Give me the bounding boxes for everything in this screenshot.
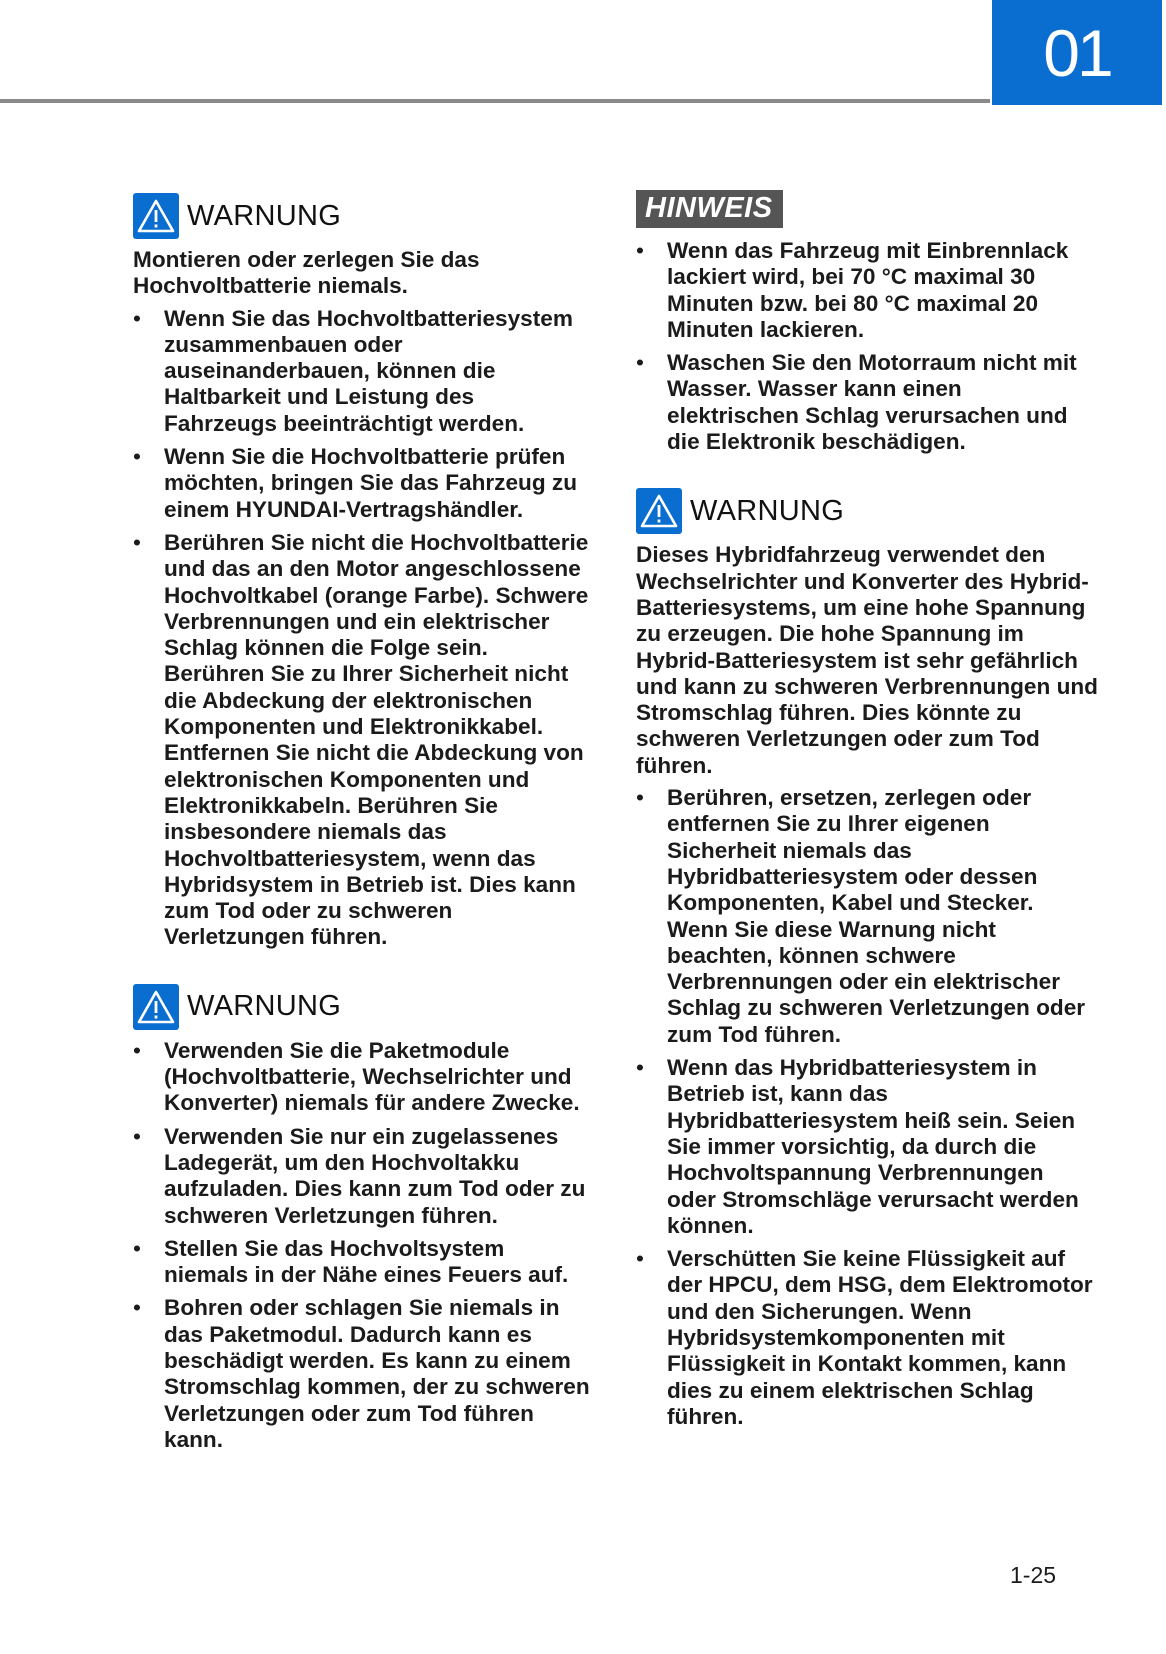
warning-title: WARNUNG: [187, 199, 342, 232]
left-column: [133, 193, 593, 1460]
warning-title: WARNUNG: [187, 990, 342, 1023]
list-item: • Wenn das Fahrzeug mit Einbrennlack lackiert wird, bei 70 °C maximal 30 Minuten bzw. bei 80 °C maximal 20 Minuten lackieren.: [636, 238, 1098, 343]
list-item: • Wenn Sie das Hochvoltbatteriesystem zusammenbauen oder auseinanderbauen, können die Haltbarkeit und Leistung des Fahrzeugs beeinträchtigt werden.: [133, 306, 593, 437]
hinweis-box: [636, 190, 1098, 455]
warning-bullet-list: [133, 1038, 593, 1453]
warning-bullet-list: [133, 306, 593, 951]
list-item: • Bohren oder schlagen Sie niemals in das Paketmodul. Dadurch kann es beschädigt werden. Es kann zu einem Stromschlag kommen, der zu schweren Verletzungen oder zum Tod führen kann.: [133, 1295, 593, 1453]
chapter-number: 01: [1043, 15, 1111, 90]
warning-triangle-icon: [133, 984, 179, 1030]
list-item: • Verschütten Sie keine Flüssigkeit auf der HPCU, dem HSG, dem Elektromotor und den Sicherungen. Wenn Hybridsystemkomponenten mit Flüssigkeit in Kontakt kommen, kann dies zu einem elektrischen Schlag führen.: [636, 1246, 1098, 1430]
warning-title: WARNUNG: [690, 494, 845, 527]
warning-intro: Montieren oder zerlegen Sie das Hochvoltbatterie niemals.: [133, 247, 480, 299]
list-item: • Verwenden Sie die Paketmodule (Hochvoltbatterie, Wechselrichter und Konverter) niemals für andere Zwecke.: [133, 1038, 593, 1117]
list-item: • Wenn das Hybridbatteriesystem in Betrieb ist, kann das Hybridbatteriesystem heiß sein. Seien Sie immer vorsichtig, da durch die Hochvoltspannung Verbrennungen oder Stromschläge verursacht werden können.: [636, 1055, 1098, 1239]
list-item: • Wenn Sie die Hochvoltbatterie prüfen möchten, bringen Sie das Fahrzeug zu einem HYUNDAI-Vertragshändler.: [133, 444, 593, 523]
warning-box-3: [636, 488, 1098, 1430]
header-rule: [0, 99, 990, 103]
warning-intro: Dieses Hybridfahrzeug verwendet den Wechselrichter und Konverter des Hybrid-Batteriesystems, um eine hohe Spannung zu erzeugen. Die hohe Spannung im Hybrid-Batteriesystem ist sehr gefährlich und kann zu schweren Verbrennungen und Stromschlag führen. Dies könnte zu schweren Verletzungen oder zum Tod führen.: [636, 542, 1098, 778]
warning-header: [636, 488, 1098, 534]
warning-triangle-icon: [133, 193, 179, 239]
hinweis-title: HINWEIS: [636, 190, 783, 228]
warning-bullet-list: [636, 785, 1098, 1430]
right-column: [636, 190, 1098, 1437]
warning-header: [133, 984, 593, 1030]
warning-triangle-icon: [636, 488, 682, 534]
warning-header: [133, 193, 593, 239]
list-item: • Verwenden Sie nur ein zugelassenes Ladegerät, um den Hochvoltakku aufzuladen. Dies kann zum Tod oder zu schweren Verletzungen führen.: [133, 1124, 593, 1229]
list-item: • Berühren Sie nicht die Hochvoltbatterie und das an den Motor angeschlossene Hochvoltkabel (orange Farbe). Schwere Verbrennungen und ein elektrischer Schlag können die Folge sein. Berühren Sie zu Ihrer Sicherheit nicht die Abdeckung der elektronischen Komponenten und Elektronikkabel. Entfernen Sie nicht die Abdeckung von elektronischen Komponenten und Elektronikkabeln. Berühren Sie insbesondere niemals das Hochvoltbatteriesystem, wenn das Hybridsystem in Betrieb ist. Dies kann zum Tod oder zu schweren Verletzungen führen.: [133, 530, 593, 951]
warning-box-2: [133, 984, 593, 1453]
list-item: • Stellen Sie das Hochvoltsystem niemals in der Nähe eines Feuers auf.: [133, 1236, 593, 1289]
warning-box-1: [133, 193, 593, 951]
list-item: • Waschen Sie den Motorraum nicht mit Wasser. Wasser kann einen elektrischen Schlag verursachen und die Elektronik beschädigen.: [636, 350, 1098, 455]
chapter-tab: [992, 0, 1162, 105]
page-number: 1-25: [1010, 1562, 1057, 1588]
list-item: • Berühren, ersetzen, zerlegen oder entfernen Sie zu Ihrer eigenen Sicherheit niemals das Hybridbatteriesystem oder dessen Komponenten, Kabel und Stecker. Wenn Sie diese Warnung nicht beachten, können schwere Verbrennungen oder ein elektrischer Schlag zu schweren Verletzungen oder zum Tod führen.: [636, 785, 1098, 1048]
hinweis-bullet-list: [636, 238, 1098, 455]
